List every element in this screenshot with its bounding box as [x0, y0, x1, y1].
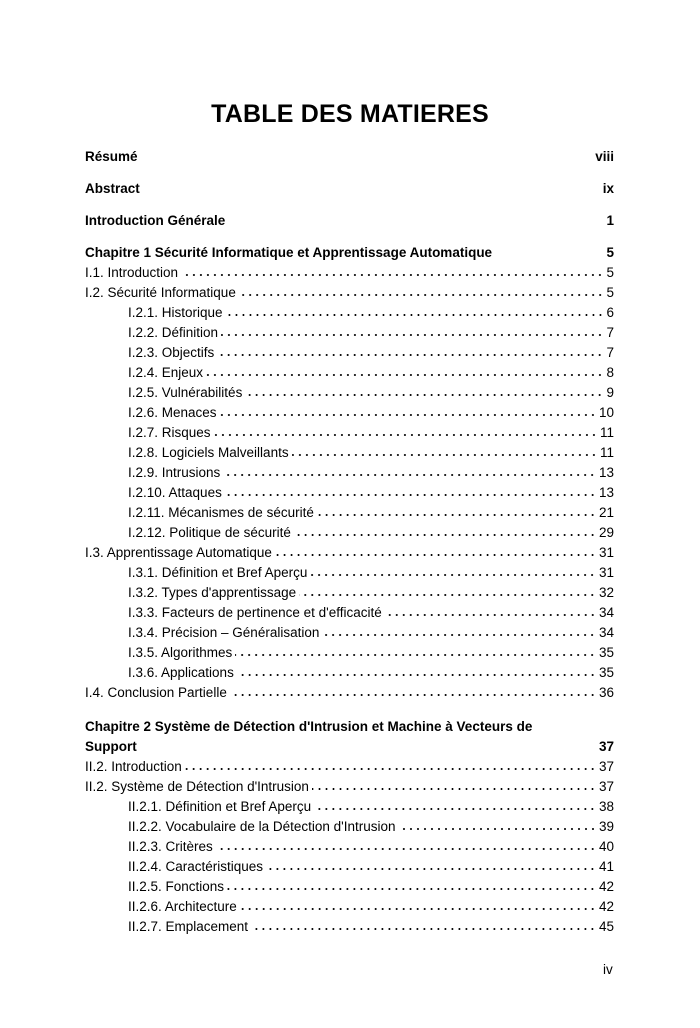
toc-entry-page: 42 [598, 879, 614, 894]
dot-leader [216, 847, 596, 851]
dot-leader [214, 433, 597, 437]
toc-entry-page: 37 [598, 779, 614, 794]
dot-leader [185, 767, 596, 771]
toc-entry [85, 683, 614, 703]
toc-entry-page: 42 [598, 899, 614, 914]
toc-entry-label: II.2. Système de Détection d'Intrusion [85, 779, 309, 794]
toc-entry-page: 39 [598, 819, 614, 834]
toc-entry-label: II.2.4. Caractéristiques [128, 859, 264, 874]
toc-heading-entry [85, 717, 614, 737]
toc-entry-label: II.2. Introduction [85, 759, 182, 774]
toc-entry-label: I.2.4. Enjeux [128, 365, 204, 380]
toc-entry-page: 21 [598, 505, 614, 520]
dot-leader [317, 513, 596, 517]
toc-entry [85, 857, 614, 877]
toc-entry [85, 323, 614, 343]
toc-entry-page: 35 [598, 665, 614, 680]
toc-entry-label: I.2.6. Menaces [128, 405, 217, 420]
toc-entry-label: I.3. Apprentissage Automatique [85, 545, 272, 560]
toc-entry-page: 11 [599, 445, 614, 460]
dot-leader [230, 693, 596, 697]
toc-entry-page: 35 [598, 645, 614, 660]
dot-leader [237, 673, 596, 677]
dot-leader [312, 787, 596, 791]
dot-leader [266, 867, 596, 871]
toc-entry [85, 283, 614, 303]
dot-leader [225, 493, 596, 497]
toc-entry-page: 32 [598, 585, 614, 600]
toc-entry-label: Chapitre 1 Sécurité Informatique et Apprentissage Automatique [85, 245, 493, 260]
toc-entry [85, 877, 614, 897]
toc-entry-page: 5 [606, 285, 614, 300]
toc-entry-page: ix [602, 181, 614, 196]
dot-leader [399, 827, 596, 831]
toc-entry-page: 13 [598, 485, 614, 500]
toc-entry-label: II.2.6. Architecture [128, 899, 237, 914]
toc-entry-label: I.2.1. Historique [128, 305, 223, 320]
toc-entry [85, 797, 614, 817]
dot-leader [223, 473, 596, 477]
toc-entry-page: 5 [606, 265, 614, 280]
toc-entry [85, 343, 614, 363]
toc-entry-label: I.3.3. Facteurs de pertinence et d'efficacité [128, 605, 382, 620]
toc-entry-label: Introduction Générale [85, 213, 226, 228]
toc-entry-page: 45 [598, 919, 614, 934]
toc-entry-page: 1 [606, 213, 614, 228]
dot-leader [217, 353, 603, 357]
toc-entry-label: II.2.1. Définition et Bref Aperçu [128, 799, 312, 814]
toc-entry-page: 5 [606, 245, 614, 260]
toc-entry [85, 837, 614, 857]
toc-heading-entry [85, 211, 614, 231]
toc-entry-label: I.3.2. Types d'apprentissage [128, 585, 297, 600]
dot-leader [221, 333, 603, 337]
toc-entry-page: 41 [598, 859, 614, 874]
toc-entry [85, 563, 614, 583]
dot-leader [181, 273, 603, 277]
toc-entry-page: 11 [599, 425, 614, 440]
toc-entry-page: 31 [598, 545, 614, 560]
toc-entry-label: II.2.7. Emplacement [128, 919, 249, 934]
toc-entry-page: 31 [598, 565, 614, 580]
dot-leader [235, 653, 596, 657]
toc-entry-label: II.2.3. Critères [128, 839, 213, 854]
dot-leader [226, 313, 604, 317]
toc-entry-page: 7 [606, 345, 614, 360]
toc-entry [85, 463, 614, 483]
toc-entry-page: 8 [606, 365, 614, 380]
toc-entry [85, 503, 614, 523]
toc-entry-label: I.4. Conclusion Partielle [85, 685, 227, 700]
toc-entry-label: Résumé [85, 149, 138, 164]
toc-entry [85, 757, 614, 777]
toc-entry-page: 10 [598, 405, 614, 420]
toc-entry-label: I.2.5. Vulnérabilités [128, 385, 243, 400]
toc-entry-label: I.2. Sécurité Informatique [85, 285, 236, 300]
toc-heading-entry [85, 147, 614, 167]
toc-entry-label: I.1. Introduction [85, 265, 179, 280]
toc-entry-label: I.2.8. Logiciels Malveillants [128, 445, 289, 460]
toc-entry [85, 603, 614, 623]
toc-entry-label: I.2.3. Objectifs [128, 345, 215, 360]
toc-entry [85, 643, 614, 663]
toc-entry-page: 34 [598, 625, 614, 640]
toc-entry-page: 37 [598, 759, 614, 774]
toc-entry-page: 37 [598, 739, 614, 754]
table-of-contents [85, 147, 614, 937]
dot-leader [240, 907, 596, 911]
toc-entry [85, 403, 614, 423]
dot-leader [245, 393, 603, 397]
page-title: TABLE DES MATIERES [211, 100, 489, 128]
toc-entry [85, 263, 614, 283]
dot-leader [292, 453, 597, 457]
toc-entry [85, 443, 614, 463]
page-number: iv [603, 962, 613, 977]
toc-entry [85, 777, 614, 797]
toc-heading-entry [85, 737, 614, 757]
dot-leader [239, 293, 604, 297]
toc-entry [85, 363, 614, 383]
toc-entry [85, 817, 614, 837]
toc-entry-label: I.2.7. Risques [128, 425, 211, 440]
dot-leader [385, 613, 596, 617]
toc-entry-page: 6 [606, 305, 614, 320]
toc-heading-entry [85, 243, 614, 263]
dot-leader [251, 927, 596, 931]
dot-leader [227, 887, 596, 891]
toc-entry-label: II.2.5. Fonctions [128, 879, 225, 894]
toc-entry [85, 917, 614, 937]
toc-entry-page: 13 [598, 465, 614, 480]
toc-entry [85, 303, 614, 323]
toc-entry-page: 7 [606, 325, 614, 340]
toc-entry-label: Support [85, 739, 137, 754]
toc-heading-entry [85, 179, 614, 199]
toc-entry-page: 38 [598, 799, 614, 814]
dot-leader [322, 633, 596, 637]
toc-entry-page: 9 [606, 385, 614, 400]
toc-entry-label: I.3.5. Algorithmes [128, 645, 233, 660]
dot-leader [206, 373, 603, 377]
toc-entry [85, 523, 614, 543]
dot-leader [310, 573, 596, 577]
toc-entry-page: 36 [598, 685, 614, 700]
toc-entry [85, 423, 614, 443]
toc-entry-label: Abstract [85, 181, 140, 196]
toc-entry [85, 483, 614, 503]
toc-entry [85, 897, 614, 917]
toc-entry-page: 29 [598, 525, 614, 540]
toc-entry-label: Chapitre 2 Système de Détection d'Intrusion et Machine à Vecteurs de [85, 719, 533, 734]
toc-entry-page: 34 [598, 605, 614, 620]
toc-entry-label: I.3.6. Applications [128, 665, 234, 680]
dot-leader [294, 533, 596, 537]
dot-leader [275, 553, 596, 557]
dot-leader [299, 593, 596, 597]
dot-leader [314, 807, 596, 811]
toc-entry-label: I.3.1. Définition et Bref Aperçu [128, 565, 308, 580]
toc-entry [85, 383, 614, 403]
toc-entry-label: II.2.2. Vocabulaire de la Détection d'Intrusion [128, 819, 396, 834]
toc-entry-page: viii [595, 149, 614, 164]
toc-entry-page: 40 [598, 839, 614, 854]
toc-entry [85, 663, 614, 683]
toc-entry-label: I.2.11. Mécanismes de sécurité [128, 505, 314, 520]
toc-entry-label: I.2.9. Intrusions [128, 465, 221, 480]
toc-entry-label: I.2.10. Attaques [128, 485, 222, 500]
dot-leader [220, 413, 596, 417]
toc-entry [85, 543, 614, 563]
toc-entry-label: I.3.4. Précision – Généralisation [128, 625, 320, 640]
toc-entry [85, 623, 614, 643]
toc-entry-label: I.2.2. Définition [128, 325, 219, 340]
toc-entry-label: I.2.12. Politique de sécurité [128, 525, 291, 540]
toc-entry [85, 583, 614, 603]
